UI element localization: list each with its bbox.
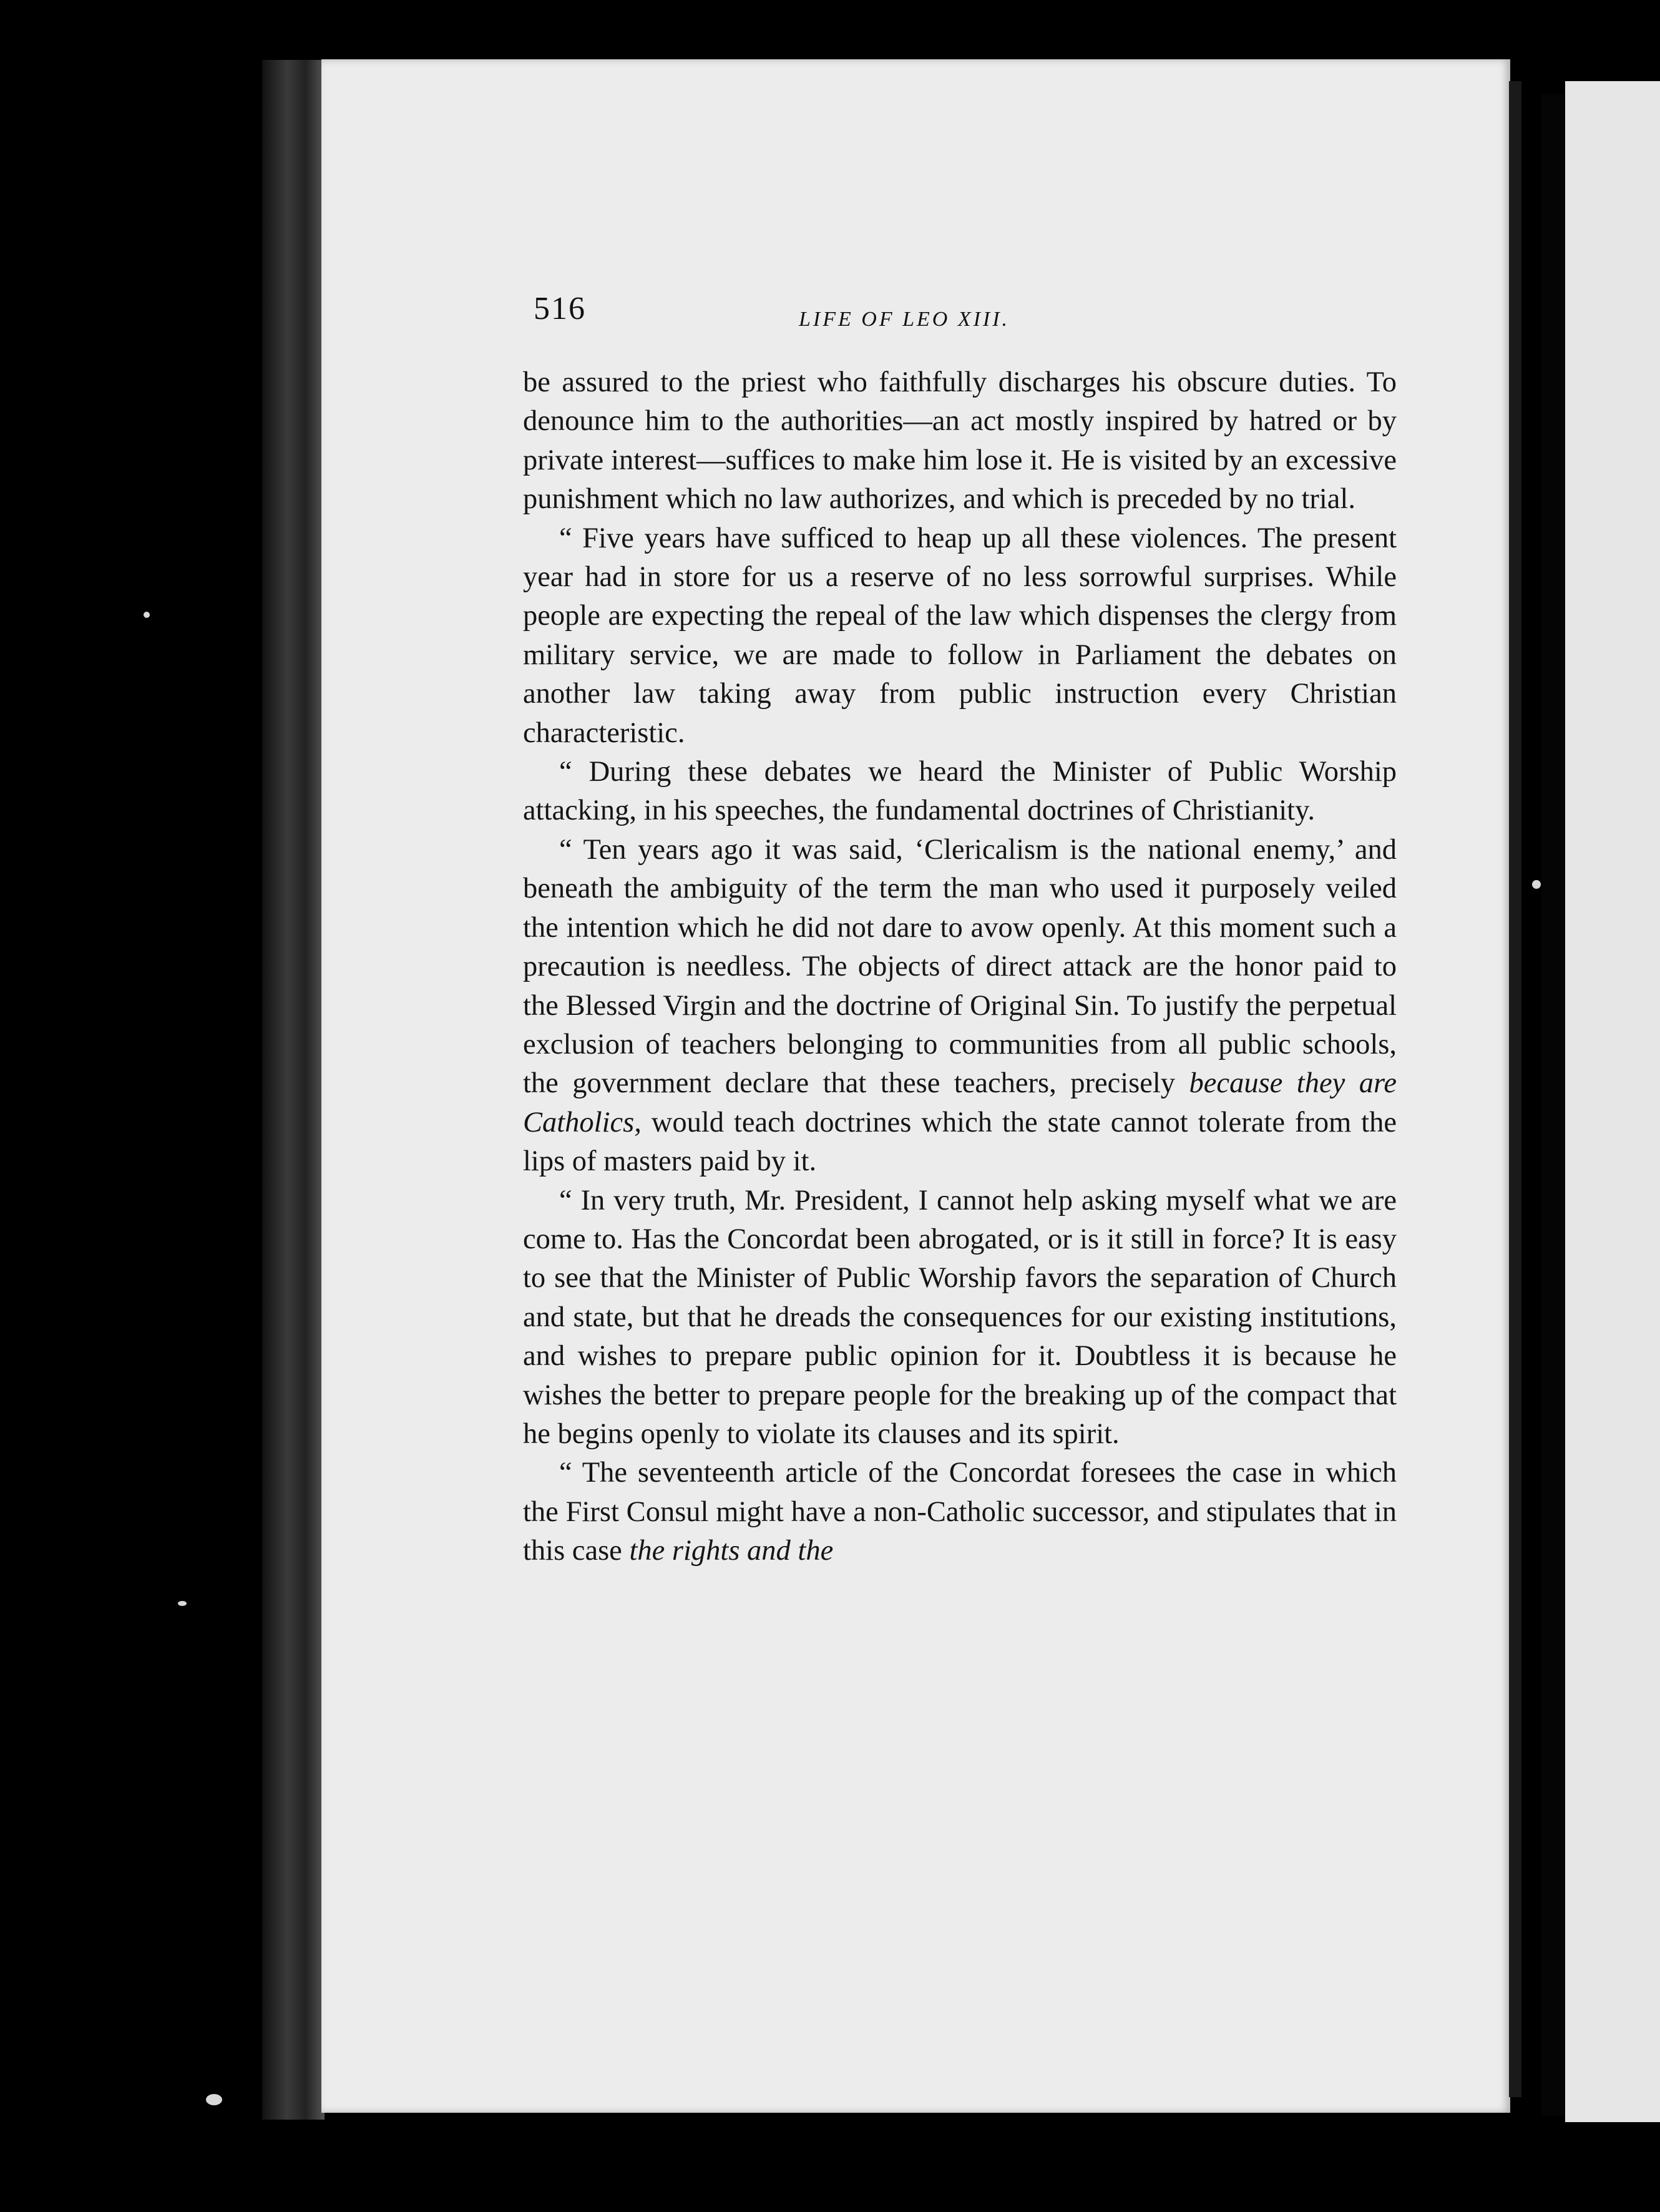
paragraph (523, 363, 1397, 519)
scan-speck (1532, 880, 1541, 889)
paragraph (523, 1454, 1397, 1570)
running-head: LIFE OF LEO XIII. (799, 308, 1010, 331)
page-header (534, 290, 1395, 340)
body-text (523, 363, 1397, 1571)
paragraph-text: “ Five years have sufficed to heap up all these violences. The present year had in store for us a reserve of no less sorrowful surprises. While people are expecting the repeal of the law which dispenses the clergy from military service, we are made to follow in Parliament the debates on another law taking away from public instruction every Christian characteristic. (523, 522, 1397, 749)
facing-page-edge (1565, 81, 1660, 2122)
page-number: 516 (534, 291, 586, 326)
paragraph-text: “ Ten years ago it was said, ‘Clericalism is the national enemy,’ and beneath the ambiguity of the term the man who used it purposely veiled the intention which he did not dare to avow openly. At this moment such a precaution is needless. The objects of direct attack are the honor paid to the Blessed Virgin and the doctrine of Original Sin. To justify the perpetual exclusion of teachers belonging to communities from all public schools, the government declare that these teachers, precisely (523, 833, 1397, 1100)
scan-speck (178, 1601, 187, 1606)
paragraph-text: “ The seventeenth article of the Concordat foresees the case in which the First Consul might have a non-Catholic successor, and stipulates that in this case (523, 1457, 1397, 1567)
scan-speck (144, 612, 150, 618)
paragraph-text: would teach doctrines which the state cannot tolerate from the lips of masters paid by it. (523, 1106, 1397, 1178)
paragraph (523, 831, 1397, 1182)
book-gutter (262, 60, 325, 2120)
paragraph (523, 519, 1397, 753)
paragraph-text: be assured to the priest who faithfully discharges his obscure duties. To denounce him to the authorities—an act mostly inspired by hatred or by private interest—suffices to make him lose it. He is visited by an excessive punishment which no law authorizes, and which is preceded by no trial. (523, 366, 1397, 516)
paragraph (523, 753, 1397, 831)
book-spine-shadow (1541, 94, 1565, 2116)
italic-text: because they are Catholics, (523, 1067, 1397, 1138)
paragraph-text: “ In very truth, Mr. President, I cannot help asking myself what we are come to. Has the Concordat been abrogated, or is it still in force? It is easy to see that the Minister of Public Worship favors the separation of Church and state, but that he dreads the consequences for our existing institutions, and wishes to prepare public opinion for it. Doubtless it is because he wishes the better to prepare people for the breaking up of the compact that he begins openly to violate its clauses and its spirit. (523, 1184, 1397, 1450)
paragraph (523, 1182, 1397, 1454)
italic-text: the rights and the (629, 1535, 834, 1567)
page-edge-shadow (1509, 81, 1521, 2097)
scan-speck (206, 2094, 222, 2105)
paragraph-text: “ During these debates we heard the Minister of Public Worship attacking, in his speeches, the fundamental doctrines of Christianity. (523, 756, 1397, 827)
